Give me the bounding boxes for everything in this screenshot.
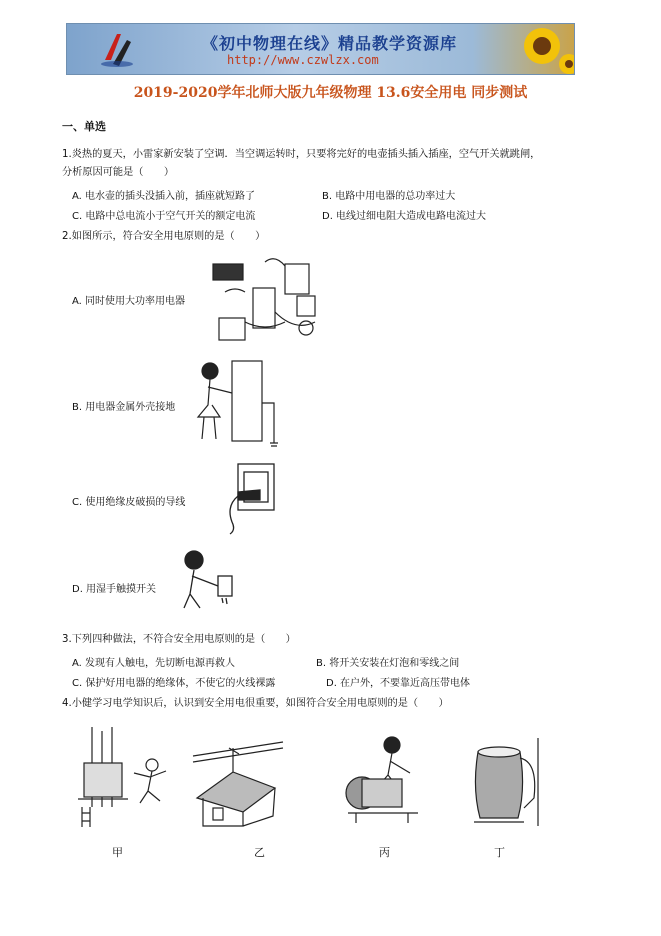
q4-stem: 4.小健学习电学知识后，认识到安全用电很重要，如图符合安全用电原则的是（ ） — [62, 698, 449, 709]
q2-option-b[interactable]: B. 用电器金属外壳接地 — [72, 402, 176, 413]
q3-option-c[interactable]: C. 保护好用电器的绝缘体，不使它的火线裸露 — [72, 678, 276, 689]
damaged-cord-illustration — [224, 460, 279, 535]
motor-worker-illustration — [338, 735, 438, 830]
page-title: 2019-2020学年北师大版九年级物理 13.6安全用电 同步测试 — [133, 85, 528, 101]
q1-option-a[interactable]: A. 电水壶的插头没插入前，插座就短路了 — [72, 191, 256, 202]
q1-stem-line1: 1.炎热的夏天，小雷家新安装了空调．当空调运转时，只要将完好的电壶插头插入插座，空气开关就跳闸， — [62, 149, 541, 160]
q2-option-d[interactable]: D. 用湿手触摸开关 — [72, 584, 157, 595]
q2-option-c[interactable]: C. 使用绝缘皮破损的导线 — [72, 497, 186, 508]
q2-stem: 2.如图所示，符合安全用电原则的是（ ） — [62, 231, 266, 242]
header-banner — [66, 23, 575, 75]
q3-stem: 3.下列四种做法，不符合安全用电原则的是（ ） — [62, 634, 296, 645]
section-heading: 一、单选 — [62, 120, 106, 133]
appliances-illustration — [205, 252, 330, 347]
q3-option-d[interactable]: D. 在户外，不要靠近高压带电体 — [326, 678, 471, 689]
q4-caption-ding: 丁 — [494, 846, 505, 859]
banner-title: 《初中物理在线》精品教学资源库 — [202, 34, 458, 53]
q1-option-c[interactable]: C. 电路中总电流小于空气开关的额定电流 — [72, 211, 256, 222]
q1-option-b[interactable]: B. 电路中用电器的总功率过大 — [322, 191, 456, 202]
kettle-illustration — [468, 738, 546, 828]
q4-caption-jia: 甲 — [112, 846, 123, 859]
sunflower-icon — [507, 24, 574, 74]
q3-option-b[interactable]: B. 将开关安装在灯泡和零线之间 — [316, 658, 460, 669]
q1-stem-line2: 分析原因可能是（ ） — [62, 167, 175, 178]
q4-caption-yi: 乙 — [254, 846, 265, 859]
banner-url[interactable]: http://www.czwlzx.com — [227, 53, 379, 67]
grounded-appliance-illustration — [190, 357, 290, 447]
transformer-climbing-illustration — [78, 727, 178, 827]
q2-option-a[interactable]: A. 同时使用大功率用电器 — [72, 296, 186, 307]
q1-option-d[interactable]: D. 电线过细电阻大造成电路电流过大 — [322, 211, 487, 222]
wet-hand-switch-illustration — [178, 548, 240, 613]
q4-caption-bing: 丙 — [379, 846, 390, 859]
logo-icon — [97, 30, 137, 68]
q3-option-a[interactable]: A. 发现有人触电，先切断电源再救人 — [72, 658, 236, 669]
house-kite-illustration — [193, 738, 288, 828]
